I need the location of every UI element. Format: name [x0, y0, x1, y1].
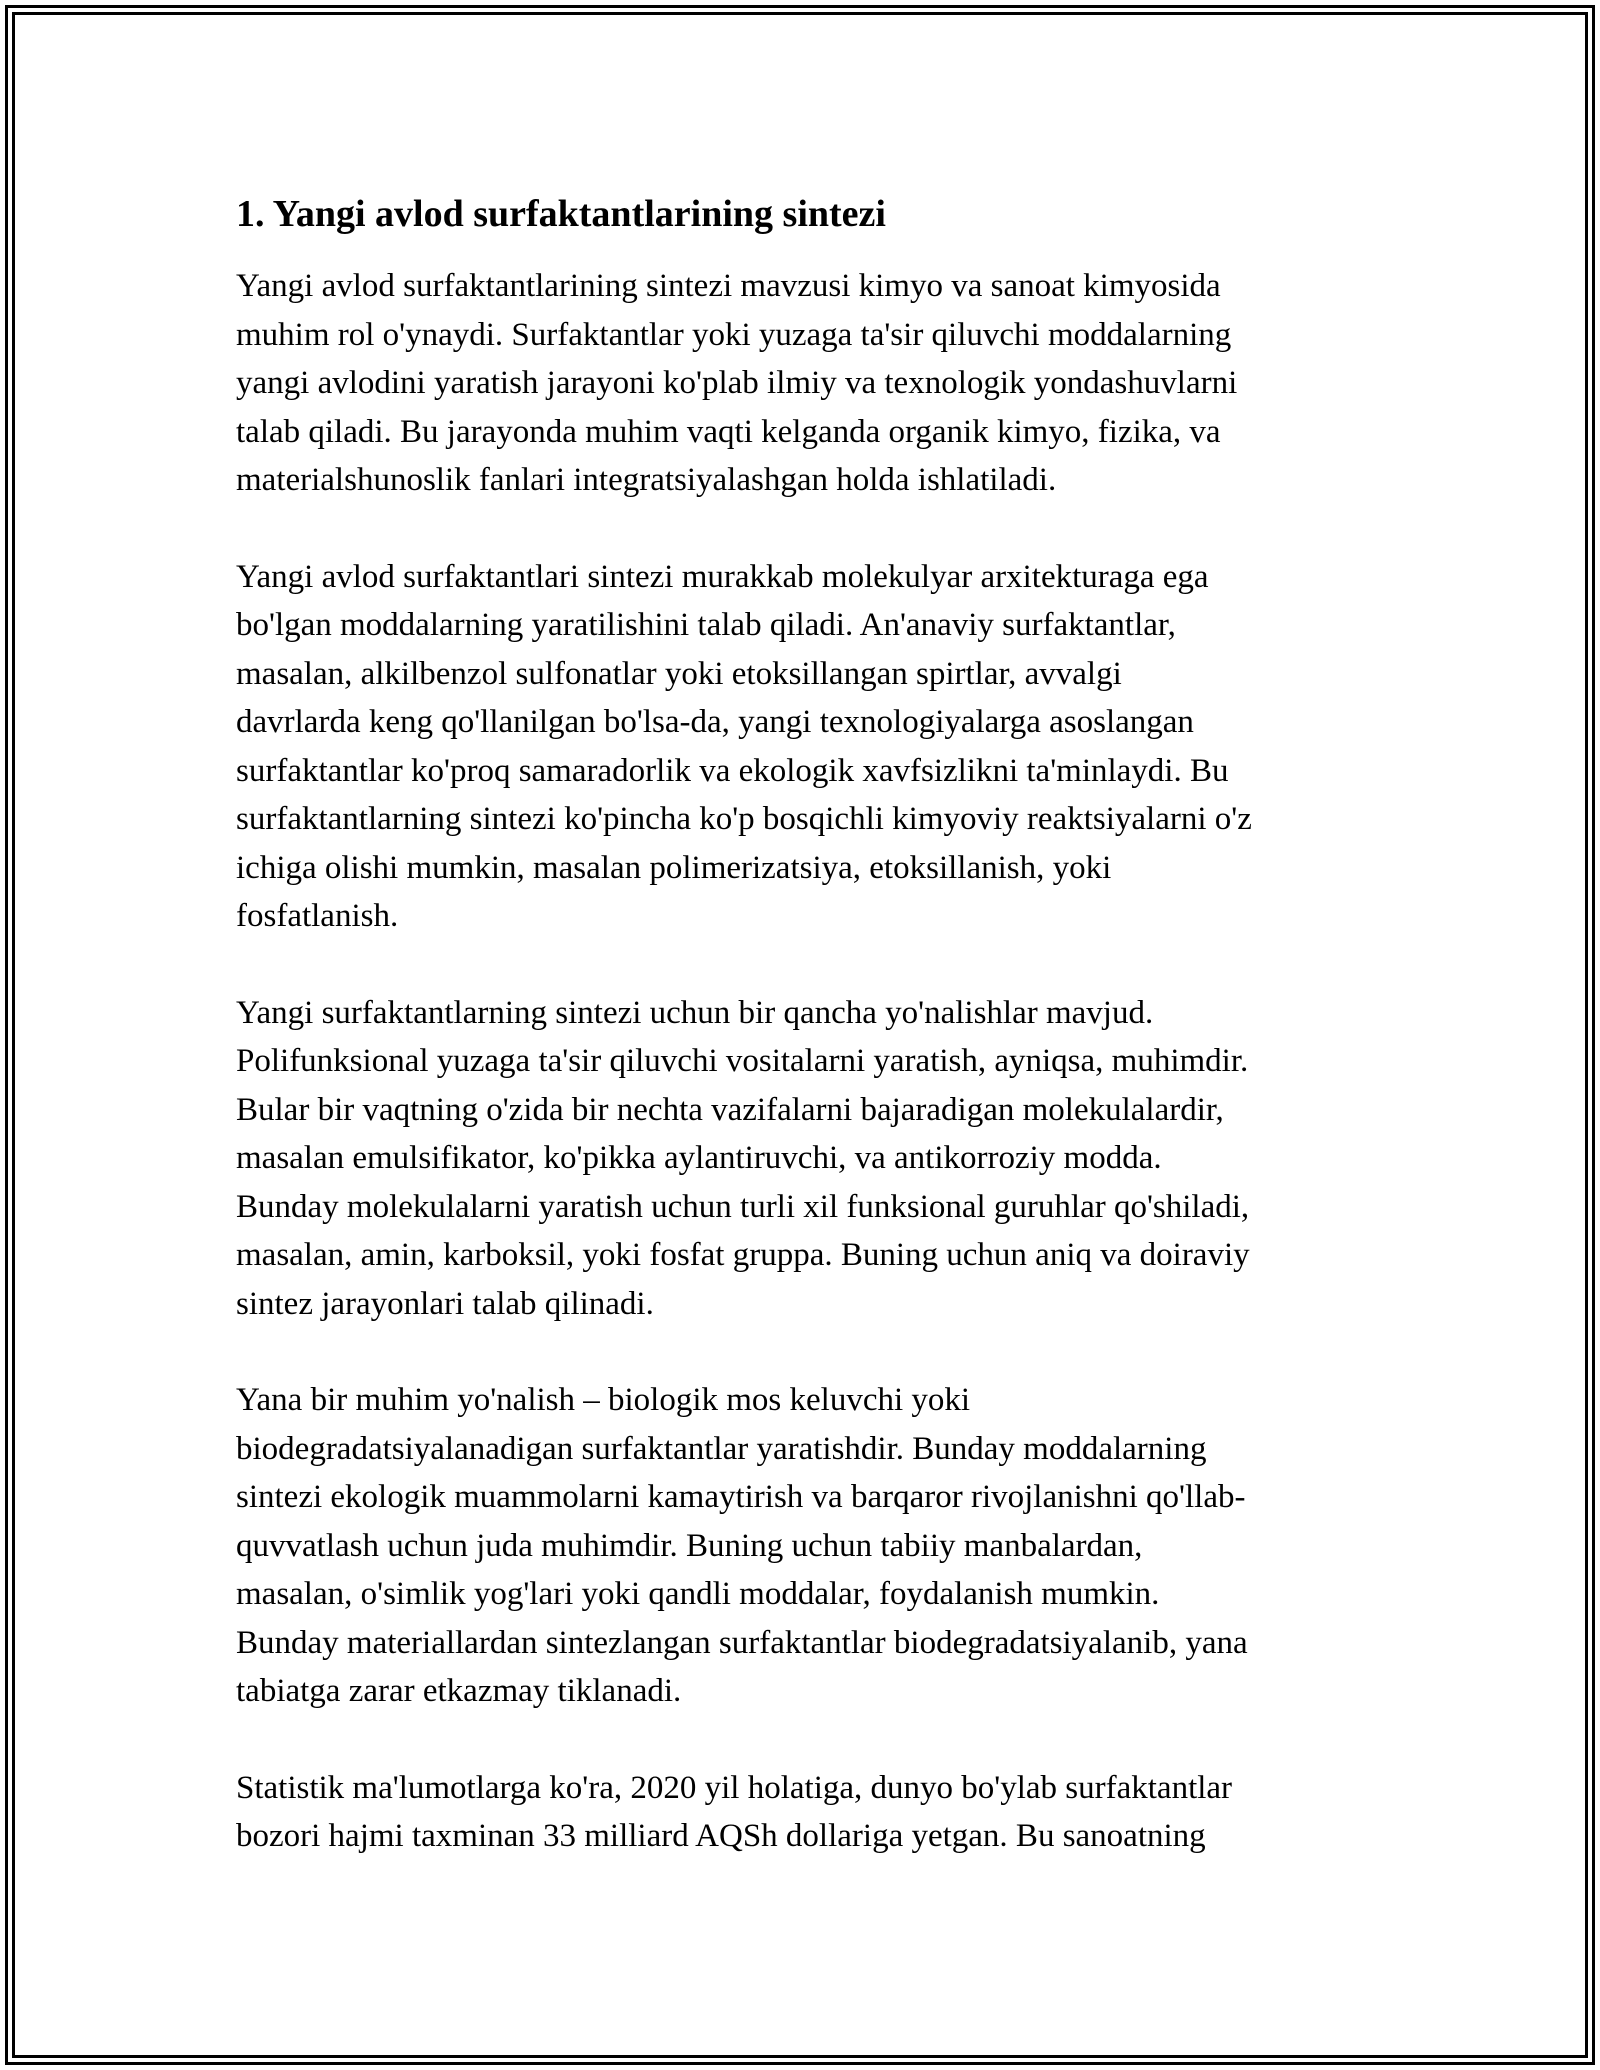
paragraph-4: Yana bir muhim yo'nalish – biologik mos keluvchi yoki biodegradatsiyalanadigan surfaktantlar yaratishdir. Bunday moddalarning sintezi ekologik muammolarni kamaytirish va barqaror rivojlanishni qo'llab- quvvatlash uchun juda muhimdir. Buning uchun tabiiy manbalardan, masalan, o'simlik yog'lari yoki qandli moddalar, foydalanish mumkin. Bunday materiallardan sintezlangan surfaktantlar biodegradatsiyalanib, yana tabiatga zarar etkazmay tiklanadi.	[236, 1382, 1248, 1709]
paragraph-1: Yangi avlod surfaktantlarining sintezi mavzusi kimyo va sanoat kimyosida muhim rol o'ynaydi. Surfaktantlar yoki yuzaga ta'sir qiluvchi moddalarning yangi avlodini yaratish jarayoni ko'plab ilmiy va texnologik yondashuvlarni talab qiladi. Bu jarayonda muhim vaqti kelganda organik kimyo, fizika, va materialshunoslik fanlari integratsiyalashgan holda ishlatiladi.	[236, 268, 1238, 498]
paragraph-5: Statistik ma'lumotlarga ko'ra, 2020 yil holatiga, dunyo bo'ylab surfaktantlar bozori hajmi taxminan 33 milliard AQSh dollariga yetgan. Bu sanoatning	[236, 1769, 1233, 1854]
paragraph-3: Yangi surfaktantlarning sintezi uchun bir qancha yo'nalishlar mavjud. Polifunksional yuzaga ta'sir qiluvchi vositalarni yaratish, ayniqsa, muhimdir. Bular bir vaqtning o'zida bir nechta vazifalarni bajaradigan molekulalardir, masalan emulsifikator, ko'pikka aylantiruvchi, va antikorroziy modda. Bunday molekulalarni yaratish uchun turli xil funksional guruhlar qo'shiladi, masalan, amin, karboksil, yoki fosfat gruppa. Buning uchun aniq va doiraviy sintez jarayonlari talab qilinadi.	[236, 994, 1250, 1322]
paragraph-2: Yangi avlod surfaktantlari sintezi murakkab molekulyar arxitekturaga ega bo'lgan moddalarning yaratilishini talab qiladi. An'anaviy surfaktantlar, masalan, alkilbenzol sulfonatlar yoki etoksillangan spirtlar, avvalgi davrlarda keng qo'llanilgan bo'lsa-da, yangi texnologiyalarga asoslangan surfaktantlar ko'proq samaradorlik va ekologik xavfsizlikni ta'minlaydi. Bu surfaktantlarning sintezi ko'pincha ko'p bosqichli kimyoviy reaktsiyalarni o'z ichiga olishi mumkin, masalan polimerizatsiya, etoksillanish, yoki fosfatlanish.	[236, 558, 1252, 934]
section-heading: 1. Yangi avlod surfaktantlarining sintezi	[236, 193, 886, 235]
document-body	[236, 186, 1384, 1909]
